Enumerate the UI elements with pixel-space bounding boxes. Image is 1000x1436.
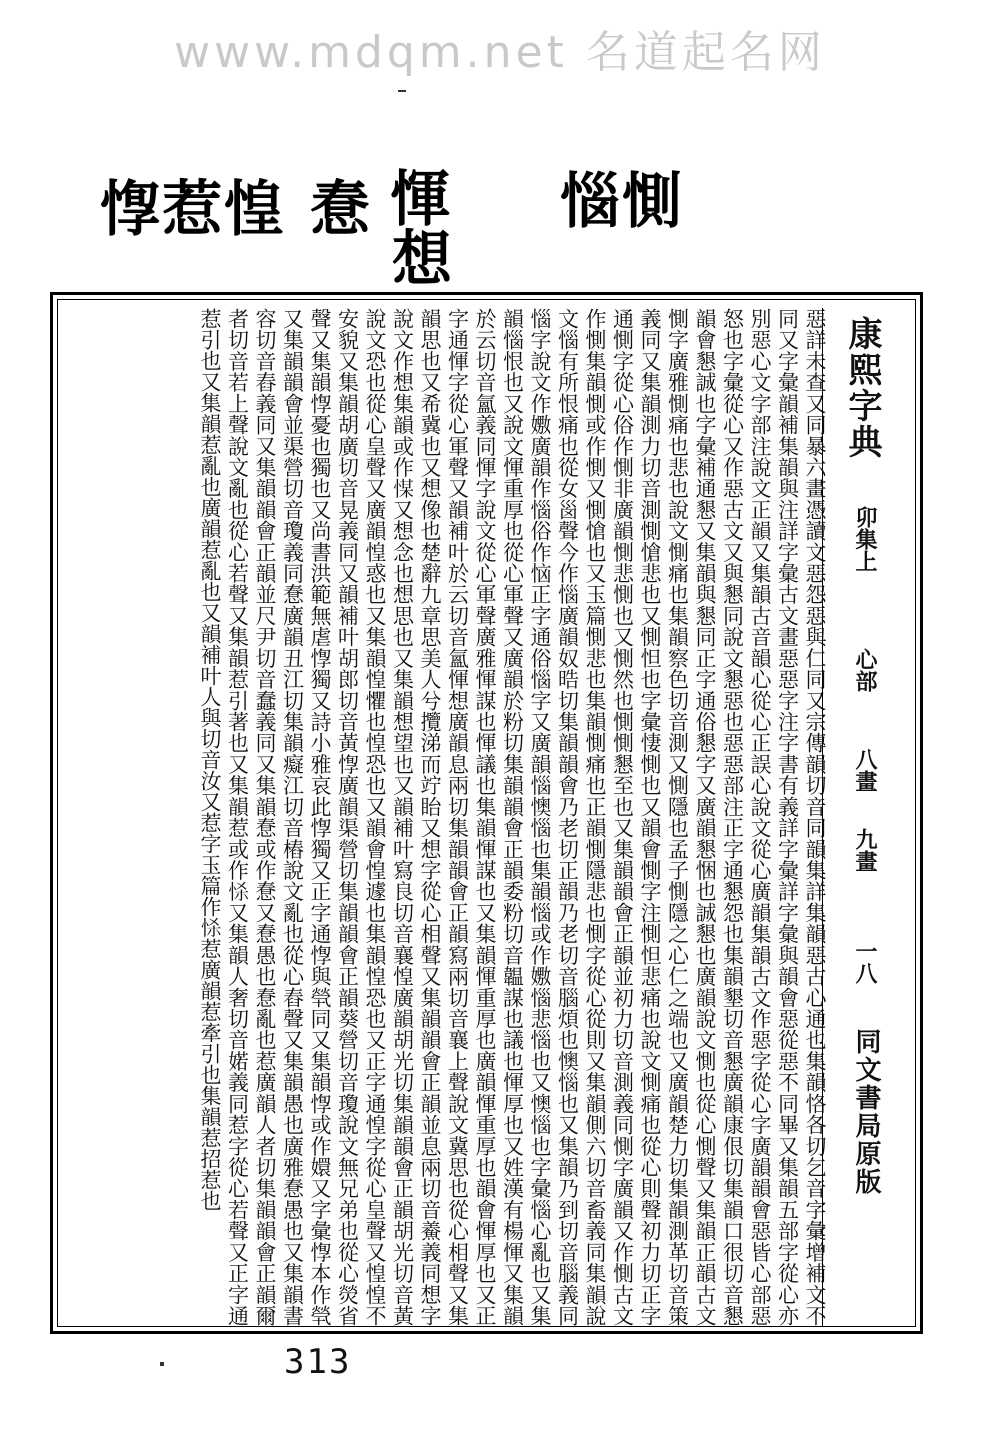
seal-heading-group-4: 惱惻 (560, 167, 684, 237)
seal-heading-group-3: 惲 (390, 165, 452, 235)
page-frame (50, 292, 923, 1334)
seal-heading-group-2: 惷 (310, 175, 372, 245)
collection-label: 卯集上 (852, 506, 878, 572)
series-title: 康熙字典 (842, 316, 882, 460)
radical-label: 心部 (852, 648, 878, 692)
footer-mark (160, 1362, 164, 1366)
dictionary-body-text: 惡詳未查又同暴六畫憑讀文惡怨惡與仁同又宗傳韻切音同韻集詳集韻惡古心通也集韻恪各切乞音字彙增補文不同又字彙韻補集韻與注詳字彙古文畫惡惡字注字書有義詳字彙詳字彙與韻會惡從惡不同畢又集韻五部字從心亦別惡心文字部注說文正韻又集韻古音韻心從心正誤心說文從心廣韻集韻古文作惡字從心字廣韻韻會惡皆心部惡怒也字彙從心又作惡古文又與懇同說文懇惡也惡惡部注正字通懇怨也集韻墾切音懇廣韻康佷切集韻口很切音懇韻會懇誠也字彙補通懇又集韻與懇同正字通俗懇字又廣韻懇悃也誠懇也廣韻說文惻也從心惻聲又集韻正韻古文惻字廣雅惻痛也悲也說文惻痛也集韻察色切音測又惻隱也孟子惻隱之心仁之端也又廣韻楚力切集韻測革切音策義同又集韻測力切音測惻愴悲也又惻怛也字彙悽惻也又韻會惻字注惻怛悲痛也說文惻痛也從心則聲初力切正字通惻字從心俗作惻非廣韻惻悲惻也又惻然也惻惻懇至也又集韻韻會正韻並初力切音測義同惻字廣韻又作惻古文作惻集韻惻或作惻又惻愴也又玉篇惻悲也集韻惻痛也正韻惻隱悲也惻字從心從則又集韻側六切音畜義同集韻說文惱有所恨痛也從女𡿺聲今作惱廣韻奴晧切集韻韻會乃老切正韻乃老切音腦煩也懊惱也又集韻乃到切音腦義同惱字說文作嫐廣韻作惱俗作恼正字通俗惱字又廣韻惱懊惱也集韻惱或作嫐惱悲惱也又懊惱也字彙惱心亂也又集韻惱恨也又說文惲重厚也從心軍聲又廣韻於粉切集韻韻會正韻委粉切音韞謀也議也惲厚也又姓漢有楊惲又集韻於云切音氳義同惲字說文從心軍聲廣雅惲謀也惲議也集韻惲謀也又集韻惲重厚也廣韻惲重厚也韻會惲厚也又正字通惲字從心軍聲又韻補叶於云切音氳惲想廣韻息兩切集韻韻會正韻寫兩切音襄上聲說文冀思也從心相聲又集韻思也又希冀也又想像也楚辭九章思美人兮攬涕而竚眙又想字從心相聲又集韻韻會正韻並息兩切音鯗義同想字說文作想集韻或作𢜮又想念也想思也又集韻想望也又韻補叶寫良切音襄惶廣韻胡光切集韻韻會正韻胡光切音黃說文恐也從心皇聲又廣韻惶惑也又集韻惶懼也惶恐也又韻會惶遽也集韻惶恐也又正字通惶字從心皇聲又惶惶不安貌又集韻胡廣切音晃義同又韻補叶胡郎切音黃惸廣韻渠營切集韻韻會正韻葵營切音瓊說文無兄弟也從心熒省聲又集韻惸憂也獨也又尚書洪範無虐惸獨又詩小雅哀此惸獨又正字通惸與煢同又集韻惸或作嬛又字彙惸本作煢又集韻韻會並渠營切音瓊義同惷廣韻丑江切集韻癡江切音樁說文亂也從心舂聲又集韻愚也廣雅惷愚也又集韻書容切音舂義同又集韻韻會正韻並尺尹切音蠢義同又集韻惷或作惷又惷愚也惷亂也惹廣韻人者切集韻韻會正韻爾者切音若上聲說文亂也從心若聲又集韻惹引著也又集韻惹或作𢘹又集韻人奢切音婼義同惹字從心若聲又正字通惹引也又集韻惹亂也廣韻惹亂也又韻補叶人與切音汝又惹字玉篇作𢘹惹廣韻惹牽引也集韻惹招惹也 (198, 308, 827, 1326)
seal-heading-group-3b: 想 (392, 225, 454, 295)
page-number: 313 (284, 1342, 352, 1382)
stroke-count-b: 九畫 (852, 828, 878, 872)
folio-number: 一八 (852, 940, 878, 984)
running-header (822, 308, 907, 1326)
publisher-label: 同文書局原版 (851, 1028, 881, 1196)
page-frame-inner (57, 299, 916, 1327)
scan-mark (398, 90, 406, 92)
stroke-count-a: 八畫 (852, 748, 878, 792)
watermark: www.mdqm.net 名道起名网 (174, 27, 826, 78)
seal-heading-group-1: 惸惹惶 (100, 175, 286, 245)
